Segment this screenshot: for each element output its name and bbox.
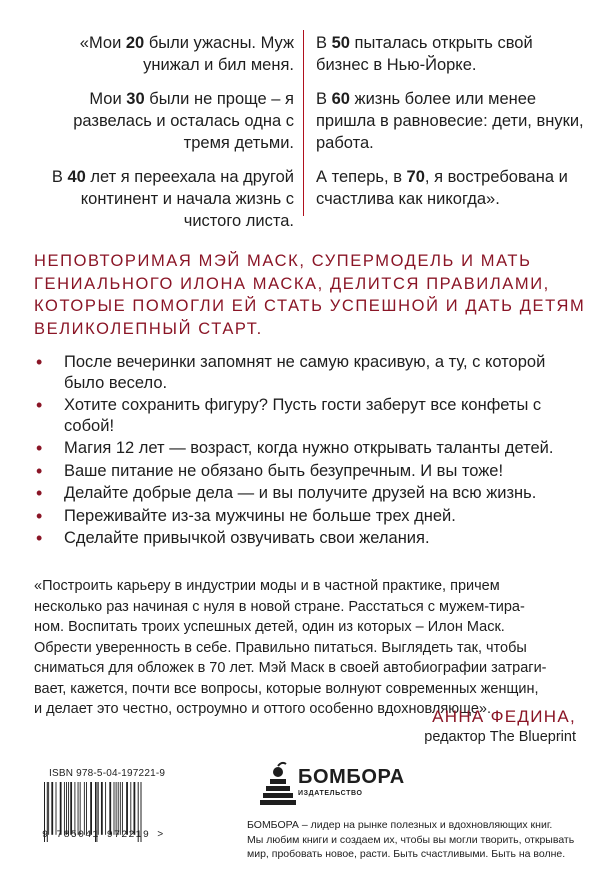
right-para-3-after: , я востребована и счастлива как никогда». <box>316 168 568 208</box>
barcode-bar <box>51 782 53 835</box>
right-para-1-after: пыталась открыть свой бизнес в Нью-Йорке. <box>316 34 533 74</box>
barcode-bar <box>74 782 75 835</box>
headline-line: ВЕЛИКОЛЕПНЫЙ СТАРТ. <box>34 319 263 338</box>
barcode-bar <box>130 782 131 835</box>
list-item-text: Магия 12 лет — возраст, когда нужно открывать таланты детей. <box>64 439 554 457</box>
quote-line: «Построить карьеру в индустрии моды и в частной практике, причем <box>34 578 500 594</box>
bullet-icon: • <box>36 352 43 372</box>
quote-line: вает, кажется, почти все вопросы, которые волнуют современных женщин, <box>34 680 539 697</box>
barcode-bar <box>78 782 79 835</box>
list-item-text: Переживайте из-за мужчины не больше трех дней. <box>64 506 456 525</box>
barcode-bar <box>60 782 62 835</box>
barcode-bar <box>105 782 106 835</box>
left-para-2 <box>30 88 294 154</box>
right-column <box>316 32 586 222</box>
barcode-bar <box>120 782 121 835</box>
quote-line: и делает это честно, остроумно и оттого особенно вдохновляюще». <box>34 701 491 717</box>
barcode-digits: 9 785041 972219 > <box>42 830 165 841</box>
right-para-2 <box>316 88 586 154</box>
barcode-bar <box>134 782 136 835</box>
barcode-bar <box>109 782 111 835</box>
right-para-2-after: жизнь более или менее пришла в равновесие: дети, внуки, работа. <box>316 90 584 152</box>
list-item-text: Хотите сохранить фигуру? Пусть гости заберут все конфеты с собой! <box>64 396 542 435</box>
author-name: АННА ФЕДИНА, <box>432 707 576 726</box>
publisher-description-line: БОМБОРА – лидер на рынке полезных и вдохновляющих книг. <box>247 819 553 831</box>
list-item-text: Ваше питание не обязано быть безупречным. И вы тоже! <box>64 461 504 480</box>
quote-attribution <box>424 706 576 746</box>
quote-line: ном. Воспитать троих успешных детей, один из которых – Илон Маск. <box>34 619 505 635</box>
list-item <box>34 506 574 527</box>
right-para-3-age: 70 <box>406 168 425 186</box>
barcode-bar <box>66 782 67 835</box>
barcode-bar <box>68 782 69 835</box>
bullet-icon: • <box>36 528 43 548</box>
left-para-1-after: были ужасны. Муж унижал и бил меня. <box>143 34 294 74</box>
quote-line: сниматься для обложек в 70 лет. Мэй Маск в своей автобиографии затраги- <box>34 660 547 676</box>
barcode-bar <box>56 782 57 835</box>
headline-line: КОТОРЫЕ ПОМОГЛИ ЕЙ СТАТЬ УСПЕШНОЙ И ДАТЬ ДЕТЯМ <box>34 297 586 315</box>
bullet-icon: • <box>36 395 43 415</box>
left-para-3-before: В <box>51 168 68 186</box>
right-para-2-age: 60 <box>331 90 350 108</box>
barcode-bar <box>101 782 103 835</box>
quote-line: несколько раз начиная с нуля в новой стране. Расстаться с мужем-тира- <box>34 598 525 615</box>
left-para-3-after: лет я переехала на другой континент и начала жизнь с чистого листа. <box>80 168 294 230</box>
left-para-2-after: были не проще – я развелась и осталась одна с тремя детьми. <box>73 90 294 152</box>
barcode-bar <box>64 782 65 835</box>
list-item-text: Делайте добрые дела — и вы получите друзей на всю жизнь. <box>64 484 537 502</box>
publisher-description-line: Мы любим книги и создаем их, чтобы вы могли творить, открывать <box>247 833 575 846</box>
isbn-label: ISBN 978-5-04-197221-9 <box>49 768 166 779</box>
quote-line: Обрести уверенность в себе. Правильно питаться. Выглядеть так, чтобы <box>34 639 527 656</box>
barcode-bar <box>116 782 117 835</box>
author-role: редактор The Blueprint <box>424 729 576 745</box>
publisher-subtitle: ИЗДАТЕЛЬСТВО <box>298 790 363 797</box>
list-item <box>34 438 574 459</box>
barcode-bar <box>126 782 128 835</box>
bullet-icon: • <box>36 460 43 481</box>
bullet-icon: • <box>36 483 43 503</box>
right-para-3-before: А теперь, в <box>316 168 407 186</box>
right-para-1-age: 50 <box>331 34 350 52</box>
barcode-bar <box>98 782 99 835</box>
barcode-bar <box>114 782 115 835</box>
left-para-1-before: «Мои <box>79 34 126 52</box>
headline-line: НЕПОВТОРИМАЯ МЭЙ МАСК, СУПЕРМОДЕЛЬ И МАТЬ <box>34 252 532 270</box>
headline <box>34 250 586 340</box>
headline-line: ГЕНИАЛЬНОГО ИЛОНА МАСКА, ДЕЛИТСЯ ПРАВИЛАМИ, <box>34 274 550 293</box>
barcode-bar <box>84 782 85 835</box>
barcode-bar <box>90 782 92 835</box>
rules-list <box>34 352 574 551</box>
barcode-bar <box>118 782 119 835</box>
list-item <box>34 528 574 549</box>
left-para-2-age: 30 <box>126 90 145 108</box>
publisher-name: БОМБОРА <box>298 766 405 788</box>
left-para-1-age: 20 <box>125 34 145 52</box>
barcode-bar <box>48 782 49 835</box>
list-item <box>34 483 574 504</box>
left-para-1 <box>30 32 294 76</box>
list-item-text: Сделайте привычкой озвучивать свои желания. <box>64 529 430 547</box>
list-item-text: После вечеринки запомнят не самую красивую, а ту, с которой было весело. <box>64 353 546 392</box>
left-para-3 <box>30 166 294 232</box>
right-para-3 <box>316 166 586 210</box>
left-column <box>30 32 294 244</box>
barcode-bar <box>122 782 123 835</box>
barcode-bar <box>80 782 81 835</box>
left-para-3-age: 40 <box>67 168 86 186</box>
left-para-2-before: Мои <box>89 90 127 108</box>
list-item <box>34 352 574 393</box>
bullet-icon: • <box>36 438 43 458</box>
barcode-bar <box>70 782 72 835</box>
right-para-1-before: В <box>316 34 332 52</box>
right-para-2-before: В <box>316 90 332 108</box>
list-item <box>34 395 574 436</box>
bullet-icon: • <box>36 505 43 526</box>
review-quote <box>34 576 582 720</box>
publisher-description <box>247 818 587 862</box>
right-para-1 <box>316 32 586 76</box>
publisher-description-line: мир, пробовать новое, расти. Быть счастливыми. Быть на волне. <box>247 848 566 860</box>
list-item <box>34 461 574 482</box>
column-divider <box>303 30 304 216</box>
barcode-bar <box>86 782 87 835</box>
